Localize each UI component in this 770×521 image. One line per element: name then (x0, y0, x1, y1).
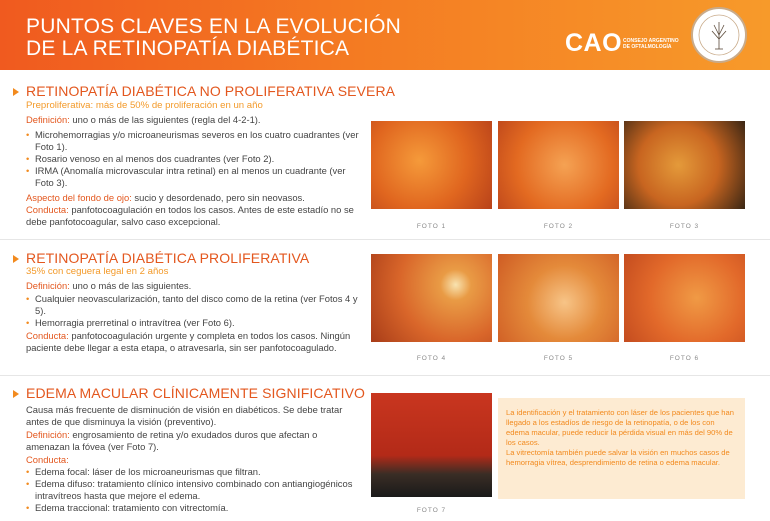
cao-logo-subtitle (623, 38, 693, 50)
section2-definition (26, 280, 361, 292)
list-item: • IRMA (Anomalía microvascular intra retinal) en al menos un cuadrante (ver Foto 3). (26, 165, 361, 189)
section2-title: RETINOPATÍA DIABÉTICA PROLIFERATIVA (26, 250, 310, 266)
photo-6-label: FOTO 6 (669, 355, 700, 362)
list-item: • Microhemorragias y/o microaneurismas severos en los cuatro cuadrantes (ver Foto 1). (26, 129, 361, 153)
infobox-paragraph-2: La vitrectomía también puede salvar la visión en muchos casos de hemorragia vítrea, desprendimiento de retina o edema macular. (506, 448, 730, 467)
section2-marker-icon (13, 255, 19, 263)
infobox-paragraph-1: La identificación y el tratamiento con láser de los pacientes que han llegado a los estadíos de riesgo de la retinopatía, o de los con edema macular, puede reducir la pérdida visual en más del 90% de los casos. (506, 408, 734, 447)
fundus-photo-5 (498, 254, 619, 342)
section3-definition (26, 429, 361, 453)
definition-text: engrosamiento de retina y/o exudados duros que afectan o amenazan la fóvea (ver Foto 7). (26, 429, 318, 452)
section2-body (26, 280, 361, 354)
section3-title: EDEMA MACULAR CLÍNICAMENTE SIGNIFICATIVO (26, 385, 366, 401)
definition-label: Definición: (26, 114, 70, 125)
section2-subtitle: 35% con ceguera legal en 2 años (26, 266, 169, 277)
header-banner (0, 0, 770, 70)
aspect-text: sucio y desordenado, pero sin neovasos. (131, 192, 305, 203)
section3-conduct-label: Conducta: (26, 454, 69, 465)
section3-body (26, 404, 361, 514)
definition-text: uno o más de las siguientes. (69, 280, 192, 291)
info-callout-box (498, 398, 745, 499)
photo-2-label: FOTO 2 (543, 223, 574, 230)
section3-intro: Causa más frecuente de disminución de visión en diabéticos. Se debe tratar antes de que disminuya la visión (preventivo). (26, 404, 343, 427)
section3-marker-icon (13, 390, 19, 398)
section1-subtitle: Preproliferativa: más de 50% de proliferación en un año (26, 100, 263, 111)
cao-logo (565, 29, 679, 57)
fundus-photo-3 (624, 121, 745, 209)
section1-bullet-list (26, 129, 361, 189)
section3-bullet-list (26, 466, 361, 514)
cao-logo-text: CAO (565, 29, 623, 57)
photo-7-label: FOTO 7 (416, 507, 447, 514)
page-title-line1: PUNTOS CLAVES EN LA EVOLUCIÓN (26, 15, 401, 38)
sociedad-retina-seal-logo (691, 7, 747, 63)
aspect-label: Aspecto del fondo de ojo: (26, 192, 132, 203)
cao-sub-line1: CONSEJO ARGENTINO (623, 38, 679, 44)
fundus-photo-4 (371, 254, 492, 342)
list-item: • Edema difuso: tratamiento clínico intensivo combinado con antiangiogénicos intravítreos hasta que mejore el edema. (26, 478, 361, 502)
section2-bullet-list (26, 293, 361, 329)
section1-conduct (26, 204, 361, 228)
photo-1-label: FOTO 1 (416, 223, 447, 230)
definition-label: Definición: (26, 429, 70, 440)
fundus-photo-6 (624, 254, 745, 342)
list-item: • Hemorragia prerretinal o intravítrea (ver Foto 6). (26, 317, 361, 329)
conduct-text: panfotocoagulación urgente y completa en todos los casos. Ningún paciente debe llegar a esta etapa, o atravesarla, sin ser panfotocoagulado. (26, 330, 351, 353)
photo-3-label: FOTO 3 (669, 223, 700, 230)
tree-seal-icon (693, 9, 745, 61)
section-divider (0, 239, 770, 240)
fundus-photo-1 (371, 121, 492, 209)
section1-definition (26, 114, 361, 126)
section1-marker-icon (13, 88, 19, 96)
conduct-text: panfotocoagulación en todos los casos. Antes de este estadío no se debe panfotocoagular, salvo caso excepcional. (26, 204, 354, 227)
list-item: • Cualquier neovascularización, tanto del disco como de la retina (ver Fotos 4 y 5). (26, 293, 361, 317)
section1-title: RETINOPATÍA DIABÉTICA NO PROLIFERATIVA SEVERA (26, 83, 396, 99)
conduct-label: Conducta: (26, 204, 69, 215)
definition-text: uno o más de las siguientes (regla del 4-2-1). (69, 114, 261, 125)
photo-4-label: FOTO 4 (416, 355, 447, 362)
list-item: • Rosario venoso en al menos dos cuadrantes (ver Foto 2). (26, 153, 361, 165)
fundus-photo-2 (498, 121, 619, 209)
list-item: • Edema focal: láser de los microaneurismas que filtran. (26, 466, 361, 478)
photo-5-label: FOTO 5 (543, 355, 574, 362)
page-title (26, 16, 401, 60)
section-divider (0, 375, 770, 376)
page-title-line2: DE LA RETINOPATÍA DIABÉTICA (26, 37, 350, 60)
definition-label: Definición: (26, 280, 70, 291)
cao-sub-line2: DE OFTALMOLOGÍA (623, 44, 672, 50)
section1-body (26, 114, 361, 228)
section1-aspect (26, 192, 361, 204)
section2-conduct (26, 330, 361, 354)
conduct-label: Conducta: (26, 330, 69, 341)
list-item: • Edema traccional: tratamiento con vitrectomía. (26, 502, 361, 514)
fundus-oct-photo-7 (371, 393, 492, 497)
